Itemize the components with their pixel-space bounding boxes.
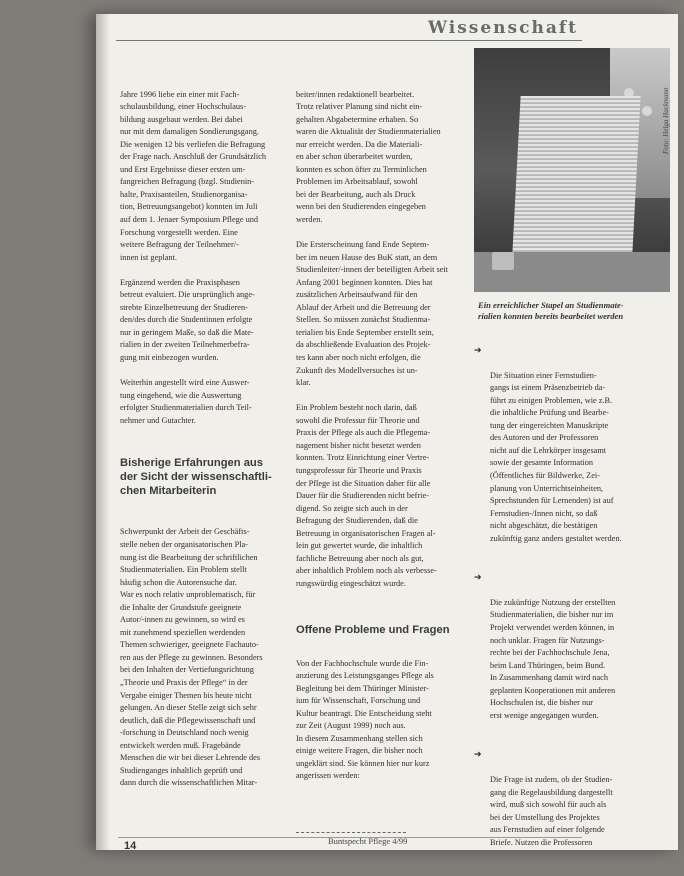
paper-stack xyxy=(511,96,640,272)
paragraph: Weiterhin angestellt wird eine Auswer- tung eingehend, wie die Auswertung erfolgter Studienmaterialien durch Teil- nehmer und Gutachter. xyxy=(120,378,252,425)
text-column-1 xyxy=(120,76,283,802)
footer-publication: Buntspecht Pflege 4/99 xyxy=(328,836,408,846)
text-column-3 xyxy=(474,332,650,876)
paragraph: Schwerpunkt der Arbeit der Geschäfts- stelle neben der organisatorischen Pla- nung ist die Bearbeitung der schriftlichen Studienmaterialien. Ein Problem stellt häufig schon die Autorensuche dar. War es noch relativ unproblematisch, für die Inhalte der Grundstufe geeignete Autor/-innen zu gewinnen, so wird es mit zunehmend speziellen werdenden Themen schwieriger, geeignete Fachauto- ren aus der Pflege zu gewinnen. Besonders bei den Inhalten der Vertiefungsrichtung „Theorie und Praxis der Pflege“ in der Vergabe einiger Themen bis heute nicht gelungen. An dieser Stelle zeigt sich sehr deutlich, daß die Pflegewissenschaft und -forschung in Deutschland noch wenig entwickelt werden muß. Fragebände Menschen die wir bei dieser Lehrende des Studienganges inhaltlich geprüft und dann durch die wissenschaftlichen Mitar- xyxy=(120,527,263,788)
magazine-page xyxy=(96,14,678,850)
arrow-icon: ➔ xyxy=(474,749,482,760)
text-column-2 xyxy=(296,76,462,796)
binding-gutter xyxy=(96,14,110,850)
page-number: 14 xyxy=(124,840,137,852)
section-heading: Offene Probleme und Fragen xyxy=(296,623,450,636)
paragraph: Ergänzend werden die Praxisphasen betreut evaluiert. Die ursprünglich ange- strebte Einzelbetreuung der Studieren- den/des durch die Studentinnen erfolgte nur in geringem Maße, so daß die Mate- rialien in der zweiten Teilnehmerbefra- gung mit einbezogen wurden. xyxy=(120,277,255,363)
list-item xyxy=(474,345,650,546)
study-materials-photo xyxy=(474,48,670,292)
paragraph: Die Ersterscheinung fand Ende Septem- ber im neuen Hause des BuK statt, an dem Studienleiter/-innen der beteiligten Arbeit seit Anfang 2001 beginnen konnten. Dies hat zusätzlichen Arbeitsaufwand für den Ablauf der Arbeit und die Betreuung der Stellen. So müssen zunächst Studienma- terialien bis Ende September erstellt sein, da abschließende Evaluation des Projek- tes kann aber noch nicht erfolgen, die Zukunft des Modellversuches ist un- klar. xyxy=(296,240,449,388)
footer-rule xyxy=(296,832,406,833)
photo-credit: Foto: Helga Hackmann xyxy=(662,87,670,154)
paragraph: Ein Problem besteht noch darin, daß sowohl die Professur für Theorie und Praxis der Pflege als auch die Pflegema- nagement bisher nicht besetzt werden konnten. Trotz Einrichtung einer Vertre- tungsprofessur für Theorie und Praxis der Pflege ist die Situation daher für alle Dauer für die Studierenden nicht befrie- digend. So zeigte sich auch in der Befragung der Studierenden, daß die Betreuung in organisatorischen Fragen al- lein gut gewertet wurde, die inhaltlich fachliche Betreuung aber noch als gut, aber inhaltlich Problem noch als verbesse- rungswürdig eingeschätzt wurde. xyxy=(296,403,437,588)
header-rule xyxy=(116,40,582,41)
cup xyxy=(492,252,514,270)
photo-caption: Ein erreichlicher Stapel an Studienmate- rialien konnten bereits bearbeitet werden xyxy=(478,300,624,321)
list-item-text: Die Frage ist zudem, ob der Studien- gang die Regelausbildung dargestellt wird, muß sich sowohl für auch als bei der Umstellung des Projektes aus Fernstudien auf einer folgende Briefe. Nutzen die Professoren xyxy=(490,775,613,847)
paragraph: Von der Fachhochschule wurde die Fin- anzierung des Leistungsganges Pflege als Begleitung bei dem Thüringer Minister- ium für Wissenschaft, Forschung und Kultur beantragt. Die Entscheidung steht zur Zeit (August 1999) noch aus. In diesem Zusammenhang stellen sich einige weitere Fragen, die bisher noch ungeklärt sind. Sie können hier nur kurz angerissen werden: xyxy=(296,658,434,781)
arrow-icon: ➔ xyxy=(474,572,482,583)
list-item-text: Die Situation einer Fernstudien- gangs ist einem Präsenzbetrieb da- führt zu einigen Problemen, wie z.B. die inhaltliche Prüfung und Bearbe- tung der eingereichten Manuskripte des Autoren und der Professoren nicht auf die Lehrkörper insgesamt sowie der gesamte Information (Öffentliches für Bildwerke, Zei- planung von Unterrichtseinheiten, Sprechstunden für Lernenden) ist auf Fernstudien-/Innen nicht, so daß nicht abgeschätzt, die bestätigen zukünftig ganz anders gestaltet werden. xyxy=(490,370,622,543)
list-item xyxy=(474,572,650,723)
section-header: Wissenschaft xyxy=(427,18,578,38)
list-item xyxy=(474,749,650,849)
paragraph: Jahre 1996 liebe ein einer mit Fach- schulausbildung, einer Hochschulaus- bildung ausgebaut werden. Bei dabei nur mit dem damaligen Sondierungsgang. Die wenigen 12 bis verliefen die Befragung der Frage nach. Anschluß der Grundsätzlich und Erst Ergebnisse dieser ersten um- fangreichen Befragung (bzgl. Studienin- halte, Praxisanteilen, Studienorganisa- tion, Betreuungsangebot) konnten im Juli auf dem 1. Jenaer Symposium Pflege und Forschung vorgestellt werden. Eine weitere Befragung der Teilnehmer/- innen ist geplant. xyxy=(120,89,267,262)
paragraph: beiter/innen redaktionell bearbeitet. Trotz relativer Planung sind nicht ein- gehalten Abgabetermine erhaben. So waren die Aktualität der Studienmaterialien nur erreicht werden. Da die Materiali- en aber schon überarbeitet wurden, konnten es schon öfter zu Terminlichen Problemen im Arbeitsablauf, sowohl bei der Bearbeitung, auch als Druck wenn bei den Studierenden eingegeben werden. xyxy=(296,89,441,225)
section-heading: Bisherige Erfahrungen aus der Sicht der wissenschaftli-chen Mitarbeiterin xyxy=(120,456,272,497)
arrow-icon: ➔ xyxy=(474,345,482,356)
bottom-rule xyxy=(118,837,582,838)
list-item-text: Die zukünftige Nutzung der erstellten Studienmaterialien, die bisher nur im Projekt verwendet werden können, in noch unklar. Fragen für Nutzungs- rechte bei der Fachhochschule Jena, beim Land Thüringen, beim Bund. In Zusammenhang damit wird nach geplanten Kooperationen mit anderen Hochschulen ist, die bisher nur erst wenige angegangen wurden. xyxy=(490,597,616,720)
